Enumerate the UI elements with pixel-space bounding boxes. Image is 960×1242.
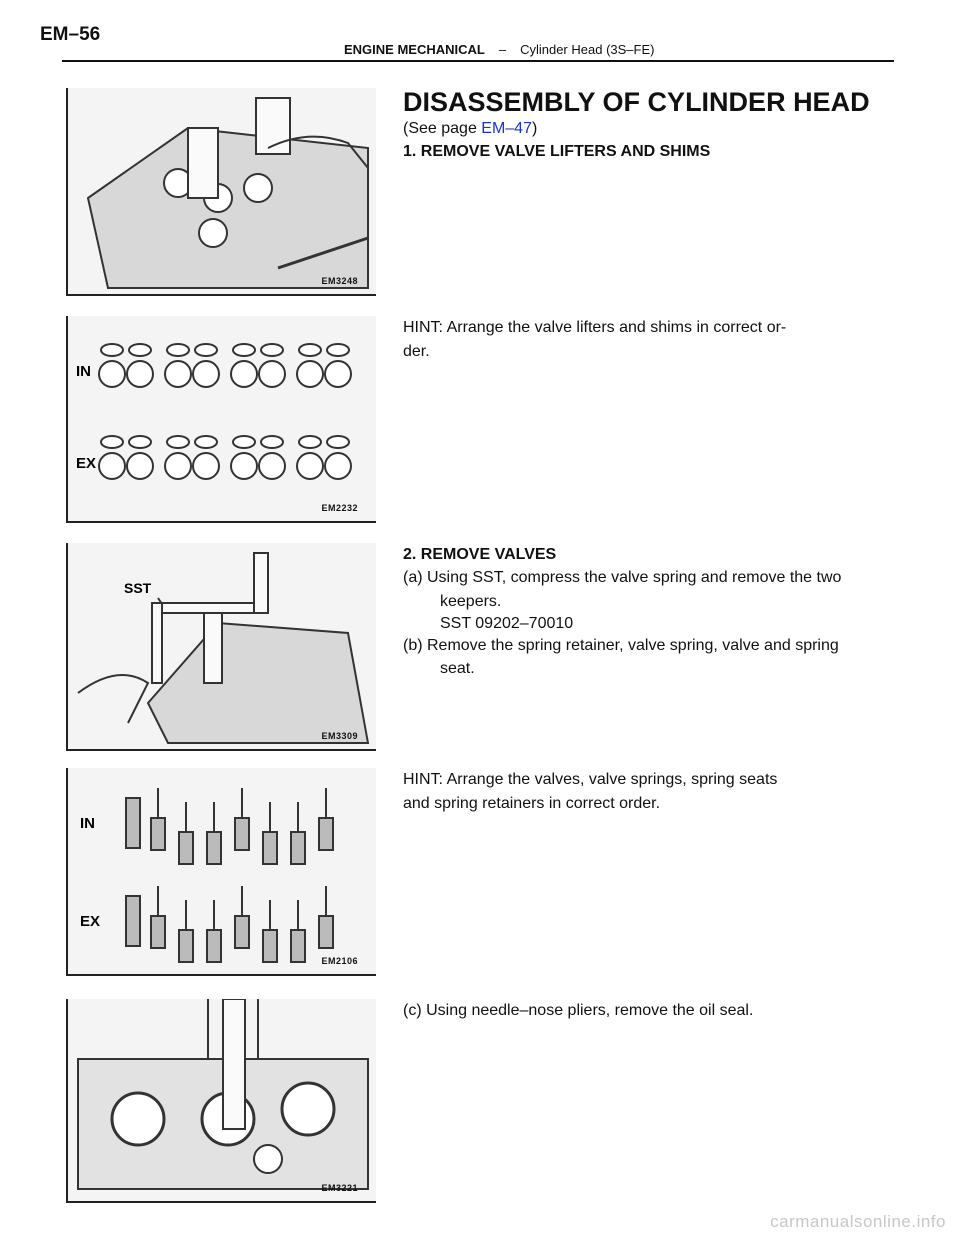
figure-code: EM3221 (321, 1183, 358, 1193)
step-1-heading: 1. REMOVE VALVE LIFTERS AND SHIMS (403, 143, 711, 160)
header-subsection: Cylinder Head (3S–FE) (520, 42, 655, 57)
shim (233, 344, 255, 356)
valve-spring (151, 916, 165, 948)
header-rule (62, 60, 894, 62)
shim (261, 344, 283, 356)
figure-lifter-removal (66, 88, 376, 296)
hint-1-line-2: der. (403, 343, 430, 360)
figure-code: EM3309 (321, 731, 358, 741)
page-number: EM–56 (40, 24, 101, 45)
valve-spring (291, 930, 305, 962)
lifter-arrangement-illustration (68, 316, 376, 521)
valve-spring (263, 930, 277, 962)
step-2c-text: (c) Using needle–nose pliers, remove the oil seal. (403, 1002, 754, 1019)
hint-2-line-2: and spring retainers in correct order. (403, 795, 661, 812)
valve-lifter (259, 453, 285, 479)
valve-lifter (165, 361, 191, 387)
valve-lifter (325, 453, 351, 479)
valve-spring (207, 832, 221, 864)
shim (327, 344, 349, 356)
valve-spring (179, 930, 193, 962)
valve-lifter (99, 361, 125, 387)
shim (129, 436, 151, 448)
shim (167, 436, 189, 448)
figure-valve-arrangement (66, 768, 376, 976)
shim (195, 436, 217, 448)
valve-lifter (127, 361, 153, 387)
step-2a-line-2: keepers. (440, 593, 502, 610)
figure-sst-compression (66, 543, 376, 751)
valve-lifter (127, 453, 153, 479)
valve-spring (263, 832, 277, 864)
running-header (344, 42, 654, 57)
label-ex: EX (76, 455, 97, 472)
watermark: carmanualsonline.info (770, 1212, 946, 1231)
shim (101, 344, 123, 356)
hint-2-line-1: HINT: Arrange the valves, valve springs, spring seats (403, 771, 778, 788)
valve-lifter (193, 361, 219, 387)
step-2a-line-1: (a) Using SST, compress the valve spring and remove the two (403, 569, 842, 586)
valve-lifter (297, 453, 323, 479)
see-page-prefix: (See page (403, 120, 482, 137)
step-2-heading: 2. REMOVE VALVES (403, 546, 557, 563)
figure-lifter-arrangement (66, 316, 376, 523)
step-2b-line-1: (b) Remove the spring retainer, valve spring, valve and spring (403, 637, 839, 654)
valve-spring (207, 930, 221, 962)
valve-lifter (231, 361, 257, 387)
step-2a-sst-number: SST 09202–70010 (440, 615, 574, 632)
shim (233, 436, 255, 448)
valve-lifter (193, 453, 219, 479)
valve-spring (319, 916, 333, 948)
shim (129, 344, 151, 356)
shim (261, 436, 283, 448)
see-page-suffix: ) (531, 120, 538, 137)
valve-spring (235, 916, 249, 948)
spring-stack (126, 798, 140, 848)
valve-spring (179, 832, 193, 864)
valve-lifter (231, 453, 257, 479)
valve-spring (291, 832, 305, 864)
valve-lifter (259, 361, 285, 387)
valve-spring (319, 818, 333, 850)
step-2b-line-2: seat. (440, 660, 475, 677)
shim (299, 436, 321, 448)
page-title: DISASSEMBLY OF CYLINDER HEAD (403, 87, 870, 117)
label-ex: EX (80, 913, 101, 930)
link-em-47[interactable]: EM–47 (481, 120, 532, 137)
shim (327, 436, 349, 448)
figure-code: EM2232 (321, 503, 358, 513)
figure-code: EM3248 (321, 276, 358, 286)
shim (101, 436, 123, 448)
label-in: IN (76, 363, 91, 380)
shim (299, 344, 321, 356)
valve-lifter (297, 361, 323, 387)
sst-compression-illustration (68, 543, 376, 749)
label-sst: SST (124, 580, 152, 596)
shim (167, 344, 189, 356)
header-separator: – (498, 42, 507, 57)
label-in: IN (80, 815, 95, 832)
header-section: ENGINE MECHANICAL (344, 42, 485, 57)
valve-spring (151, 818, 165, 850)
shim (195, 344, 217, 356)
see-page-reference (403, 117, 537, 141)
valve-arrangement-illustration (68, 768, 376, 974)
oil-seal-removal-illustration (68, 999, 376, 1201)
figure-code: EM2106 (321, 956, 358, 966)
valve-lifter (165, 453, 191, 479)
valve-lifter (325, 361, 351, 387)
spring-stack (126, 896, 140, 946)
lifter-removal-illustration (68, 88, 376, 294)
valve-spring (235, 818, 249, 850)
figure-oil-seal-removal (66, 999, 376, 1203)
valve-lifter (99, 453, 125, 479)
hint-1-line-1: HINT: Arrange the valve lifters and shims in correct or- (403, 319, 787, 336)
